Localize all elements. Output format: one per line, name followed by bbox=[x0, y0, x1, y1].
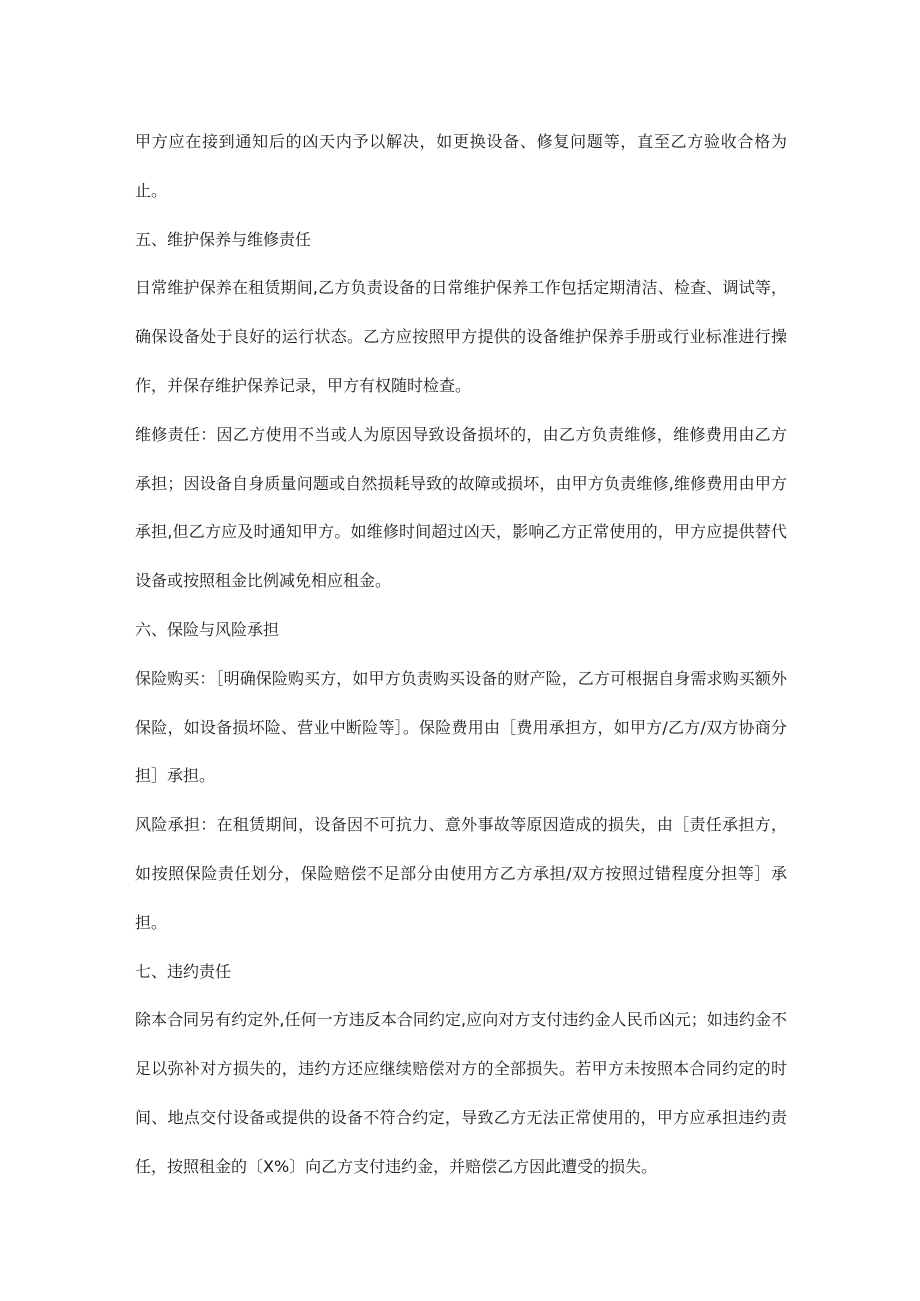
section-heading-breach: 七、违约责任 bbox=[135, 961, 232, 981]
document-body bbox=[135, 118, 787, 1192]
paragraph-insurance-purchase: 保险购买：［明确保险购买方，如甲方负责购买设备的财产险，乙方可根据自身需求购买额外保险，如设备损坏险、营业中断险等］。保险费用由［费用承担方，如甲方/乙方/双方协商分担］承担。 bbox=[135, 668, 787, 786]
paragraph-breach-liability: 除本合同另有约定外,任何一方违反本合同约定,应向对方支付违约金人民币凶元；如违约金不足以弥补对方损失的，违约方还应继续赔偿对方的全部损失。若甲方未按照本合同约定的时间、地点交付设备或提供的设备不符合约定，导致乙方无法正常使用的，甲方应承担违约责任，按照租金的〔X%〕向乙方支付违约金，并赔偿乙方因此遭受的损失。 bbox=[135, 1010, 787, 1176]
paragraph-repair-responsibility: 维修责任：因乙方使用不当或人为原因导致设备损坏的，由乙方负责维修，维修费用由乙方承担；因设备自身质量问题或自然损耗导致的故障或损坏，由甲方负责维修,维修费用由甲方承担,但乙方应及时通知甲方。如维修时间超过凶天，影响乙方正常使用的，甲方应提供替代设备或按照租金比例减免相应租金。 bbox=[135, 424, 787, 591]
section-heading-insurance: 六、保险与风险承担 bbox=[135, 619, 280, 639]
paragraph-resolution-clause: 甲方应在接到通知后的凶天内予以解决，如更换设备、修复问题等，直至乙方验收合格为止。 bbox=[135, 132, 787, 200]
paragraph-daily-maintenance: 日常维护保养在租赁期间,乙方负责设备的日常维护保养工作包括定期清洁、检查、调试等，确保设备处于良好的运行状态。乙方应按照甲方提供的设备维护保养手册或行业标准进行操作，并保存维护保养记录，甲方有权随时检查。 bbox=[135, 278, 787, 395]
section-heading-maintenance: 五、维护保养与维修责任 bbox=[135, 229, 312, 249]
paragraph-risk-bearing: 风险承担：在租赁期间，设备因不可抗力、意外事故等原因造成的损失，由［责任承担方，如按照保险责任划分，保险赔偿不足部分由使用方乙方承担/双方按照过错程度分担等］承担。 bbox=[135, 815, 787, 932]
